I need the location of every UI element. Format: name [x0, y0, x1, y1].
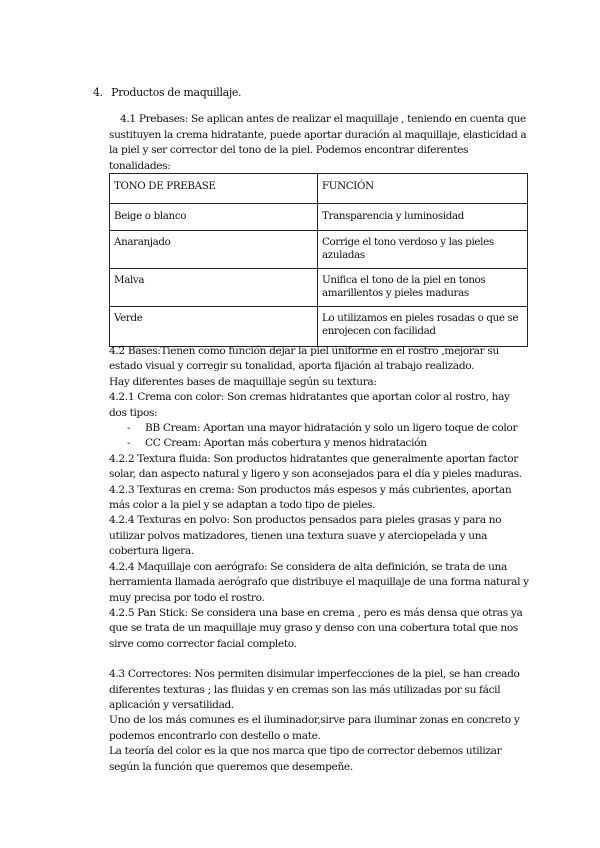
section-title: Productos de maquillaje. [111, 86, 242, 99]
color-cream-list [109, 421, 529, 452]
table-header-tone: TONO DE PREBASE [110, 174, 318, 204]
section-heading [93, 86, 241, 99]
table-header-function: FUNCIÓN [318, 174, 528, 204]
list-item-text: BB Cream: Aportan una mayor hidratación y solo un ligero toque de color [145, 422, 518, 435]
bases-types-intro: Hay diferentes bases de maquillaje según su textura: [109, 375, 377, 388]
table-row [110, 307, 528, 347]
color-cream-paragraph: 4.2.1 Crema con color: Son cremas hidratantes que aportan color al rostro, hay dos tipos: [109, 391, 510, 419]
illuminator-paragraph: Uno de los más comunes es el iluminador,sirve para iluminar zonas en concreto y podemos encontrarlo con destello o mate. [109, 714, 520, 742]
dash-bullet: - [127, 422, 131, 435]
table-row [110, 231, 528, 269]
list-item [109, 421, 529, 436]
body-text [109, 344, 529, 775]
table-cell-tone: Malva [110, 269, 318, 307]
table-cell-function: Transparencia y luminosidad [318, 204, 528, 231]
pan-stick-paragraph: 4.2.5 Pan Stick: Se considera una base en crema , pero es más densa que otras ya que se trata de un maquillaje muy graso y denso con una cobertura total que nos sirve como corrector facial completo. [109, 606, 523, 650]
correctors-intro: 4.3 Correctores: Nos permiten disimular imperfecciones de la piel, se han creado diferentes texturas ; las fluidas y en cremas son las más utilizadas por su fácil aplicación y versatilidad. [109, 668, 520, 711]
table-cell-function: Corrige el tono verdoso y las pieles azuladas [318, 231, 528, 269]
table-cell-tone: Beige o blanco [110, 204, 318, 231]
table-header-row [110, 174, 528, 204]
bases-intro: 4.2 Bases:Tienen como función dejar la piel uniforme en el rostro ,mejorar su estado visual y corregir su tonalidad, aporta fijación al trabajo realizado. [109, 345, 499, 373]
dash-bullet: - [127, 437, 131, 450]
table-cell-function: Lo utilizamos en pieles rosadas o que se enrojecen con facilidad [318, 307, 528, 347]
fluid-paragraph: 4.2.2 Textura fluida: Son productos hidratantes que generalmente aportan factor solar, dan aspecto natural y ligero y son aconsejados para el día y pieles maduras. [109, 452, 522, 481]
paragraph-gap [109, 652, 529, 667]
table-cell-function: Unifica el tono de la piel en tonos amarillentos y pieles maduras [318, 269, 528, 307]
table-cell-tone: Verde [110, 307, 318, 347]
airbrush-paragraph: 4.2.4 Maquillaje con aerógrafo: Se considera de alta definición, se trata de una herramienta llamada aerógrafo que distribuye el maquillaje de una forma natural y muy precisa por todo el rostro. [109, 560, 529, 604]
color-theory-paragraph: La teoría del color es la que nos marca que tipo de corrector debemos utilizar según la función que queremos que desempeñe. [109, 745, 502, 773]
prebases-intro: 4.1 Prebases: Se aplican antes de realizar el maquillaje , teniendo en cuenta que sustituyen la crema hidratante, puede aportar duración al maquillaje, elasticidad a la piel y ser corrector del tono de la piel. Podemos encontrar diferentes tonalidades: [109, 113, 527, 172]
list-item [109, 436, 529, 451]
table-row [110, 204, 528, 231]
list-item-text: CC Cream: Aportan más cobertura y menos hidratación [145, 437, 427, 450]
table-row [110, 269, 528, 307]
prebase-table [109, 173, 528, 347]
table-cell-tone: Anaranjado [110, 231, 318, 269]
cream-paragraph: 4.2.3 Texturas en crema: Son productos más espesos y más cubrientes, aportan más color a la piel y se adaptan a todo tipo de pieles. [109, 483, 512, 512]
powder-paragraph: 4.2.4 Texturas en polvo: Son productos pensados para pieles grasas y para no utilizar polvos matizadores, tienen una textura suave y aterciopelada y una cobertura ligera. [109, 514, 502, 558]
section-number: 4. [93, 86, 103, 99]
